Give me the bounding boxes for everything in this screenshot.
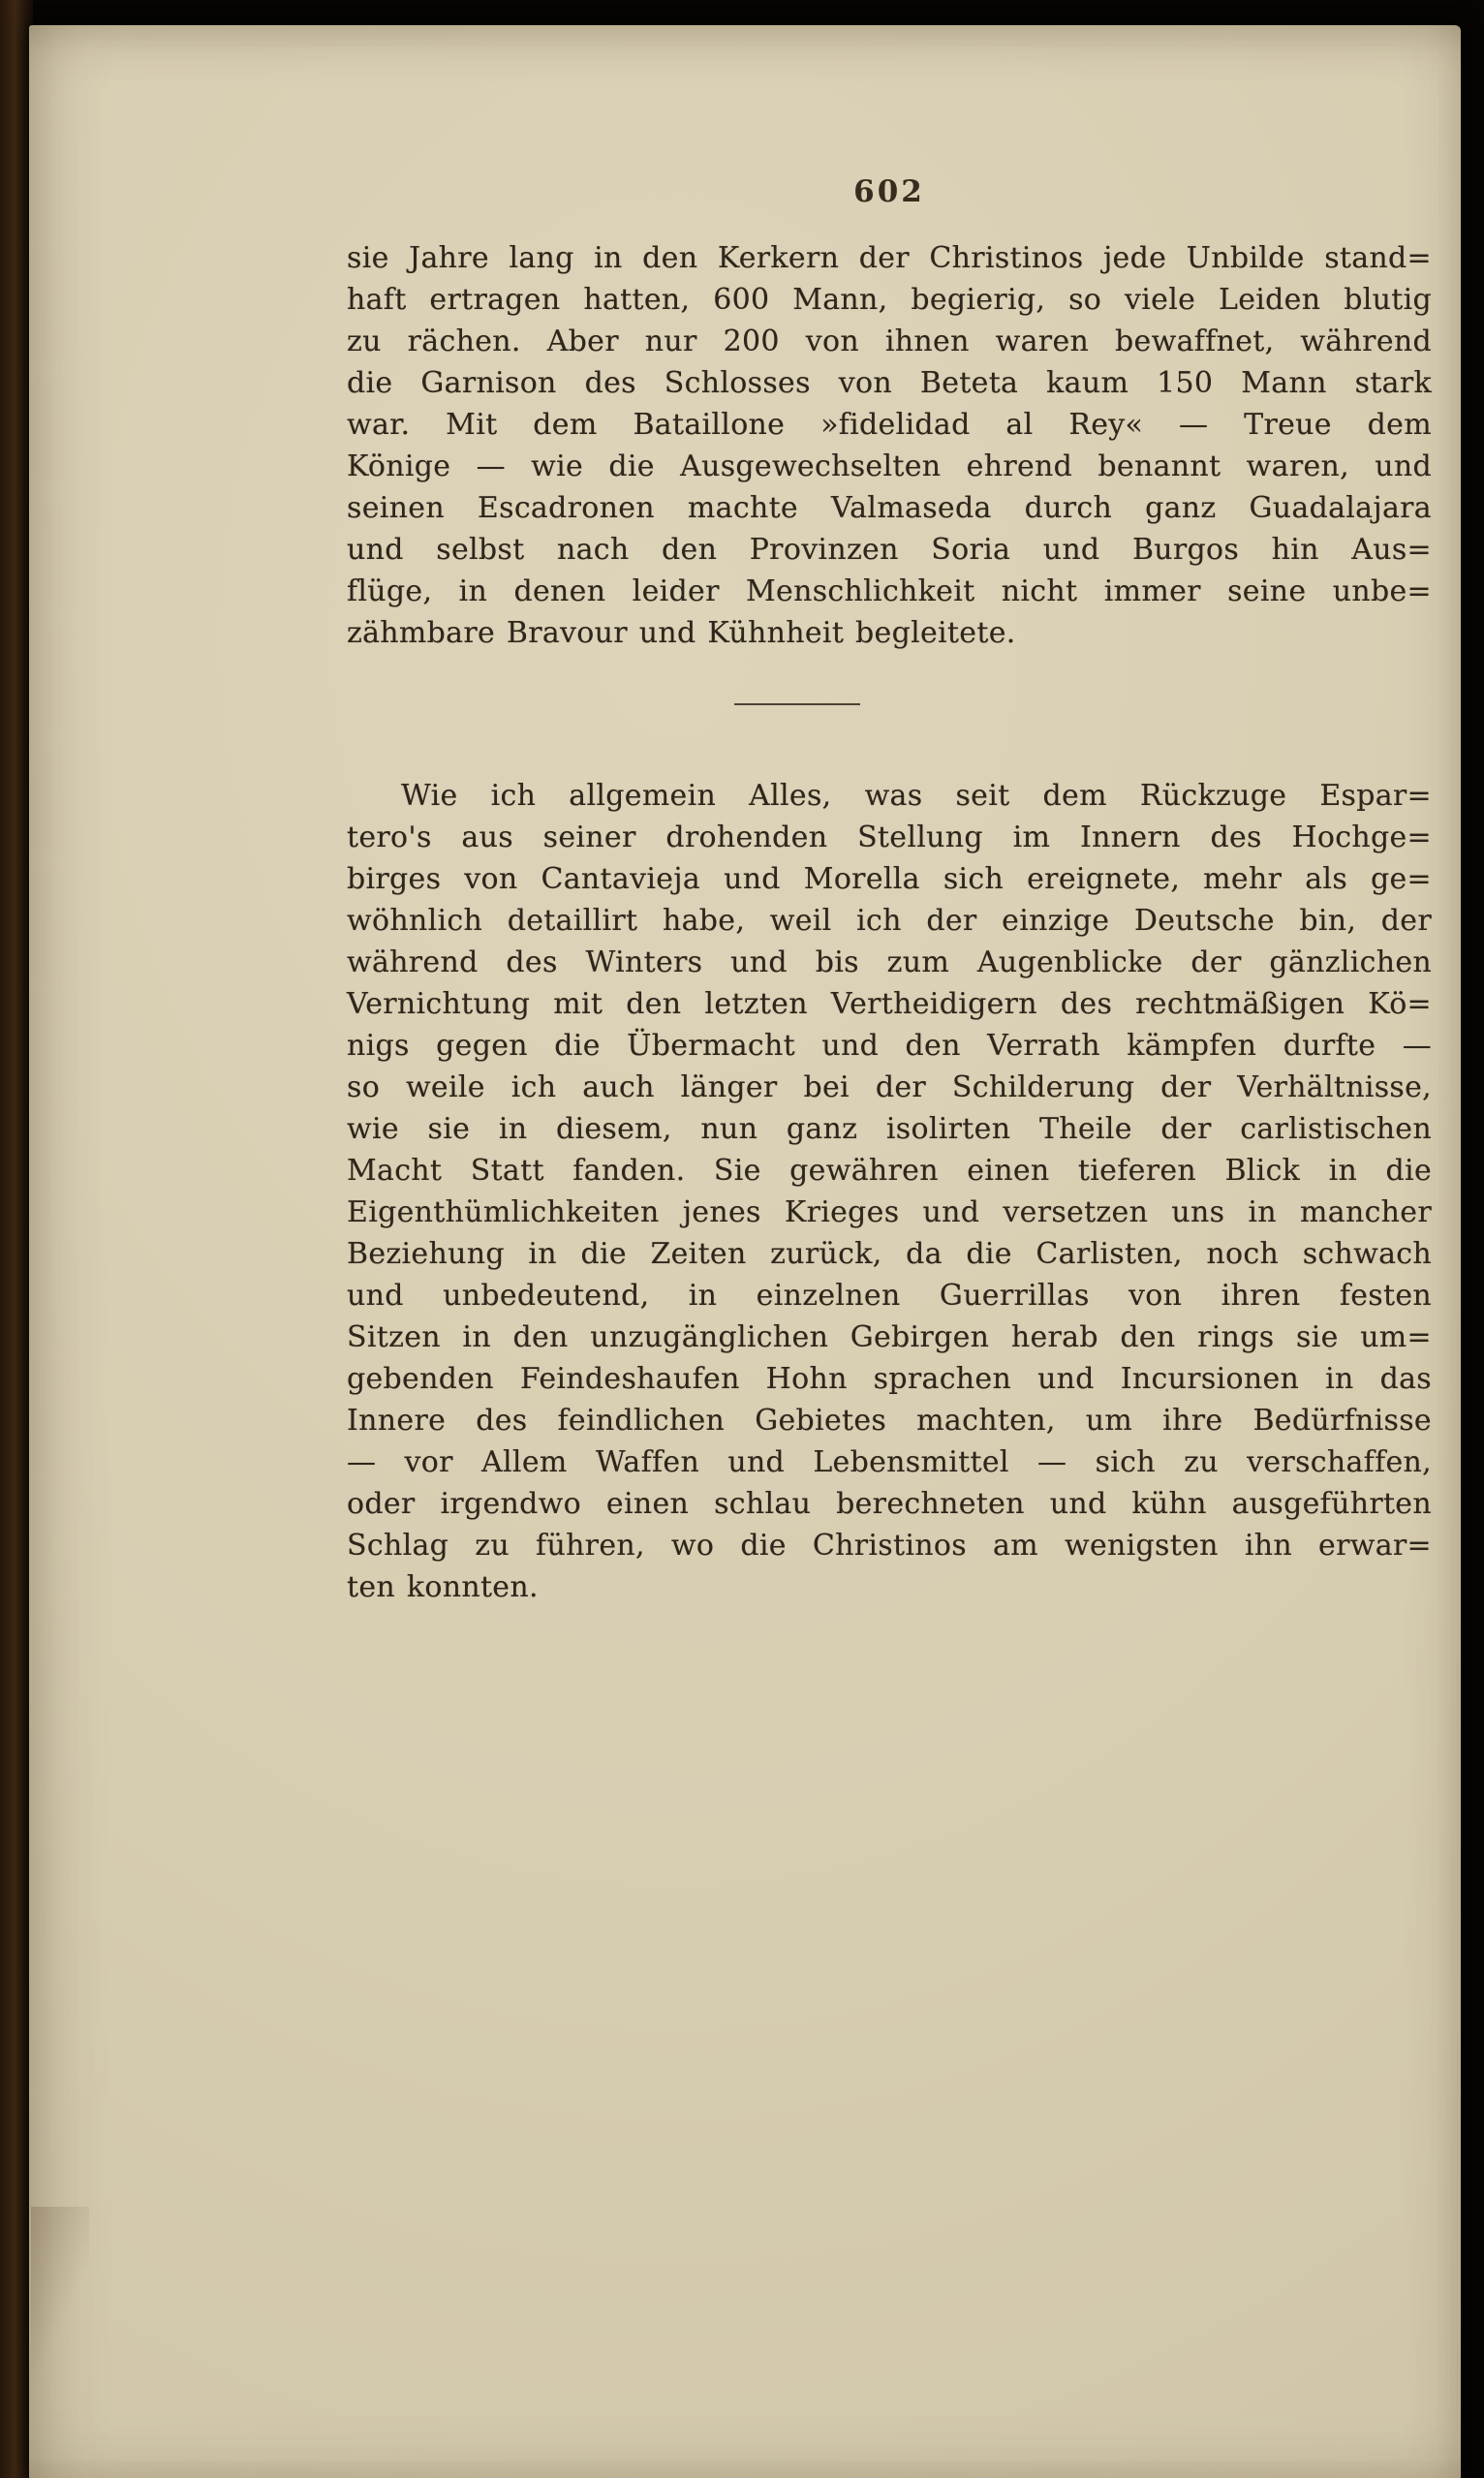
text-line: Eigenthümlichkeiten jenes Krieges und versetzen uns in mancher (347, 1195, 1432, 1229)
text-line: Innere des feindlichen Gebietes machten, um ihre Bedürfnisse (347, 1404, 1432, 1438)
text-line: zu rächen. Aber nur 200 von ihnen waren bewaffnet, während (347, 325, 1432, 358)
section-divider (734, 703, 860, 705)
text-line: gebenden Feindeshaufen Hohn sprachen und Incursionen in das (347, 1362, 1432, 1396)
text-line: Schlag zu führen, wo die Christinos am wenigsten ihn erwar= (347, 1529, 1432, 1563)
text-line: ten konnten. (347, 1570, 539, 1604)
text-line: Beziehung in die Zeiten zurück, da die Carlisten, noch schwach (347, 1237, 1432, 1271)
text-line: war. Mit dem Bataillone »fidelidad al Rey« — Treue dem (347, 408, 1432, 442)
paper-page (29, 25, 1461, 2478)
text-line: haft ertragen hatten, 600 Mann, begierig, so viele Leiden blutig (347, 283, 1432, 317)
text-line: Macht Statt fanden. Sie gewähren einen tieferen Blick in die (347, 1154, 1432, 1188)
text-line: Sitzen in den unzugänglichen Gebirgen herab den rings sie um= (347, 1320, 1432, 1354)
text-line: sie Jahre lang in den Kerkern der Christinos jede Unbilde stand= (347, 241, 1432, 275)
text-line: so weile ich auch länger bei der Schilderung der Verhältnisse, (347, 1070, 1432, 1104)
text-line: wöhnlich detaillirt habe, weil ich der einzige Deutsche bin, der (347, 904, 1432, 938)
text-line: birges von Cantavieja und Morella sich ereignete, mehr als ge= (347, 862, 1432, 896)
paragraph-second (347, 775, 1432, 1608)
text-line: und unbedeutend, in einzelnen Guerrillas von ihren festen (347, 1279, 1432, 1313)
text-line: während des Winters und bis zum Augenblicke der gänzlichen (347, 945, 1432, 979)
paragraph-first (347, 237, 1432, 654)
text-line: Vernichtung mit den letzten Vertheidigern des rechtmäßigen Kö= (347, 987, 1432, 1021)
page-number: 602 (853, 174, 925, 209)
text-line: flüge, in denen leider Menschlichkeit nicht immer seine unbe= (347, 574, 1432, 608)
text-line: wie sie in diesem, nun ganz isolirten Theile der carlistischen (347, 1112, 1432, 1146)
text-line: die Garnison des Schlosses von Beteta kaum 150 Mann stark (347, 366, 1432, 400)
book-spine-edge (0, 0, 33, 2478)
text-line: seinen Escadronen machte Valmaseda durch ganz Guadalajara (347, 491, 1432, 525)
paper-crease (31, 2207, 89, 2420)
text-line: oder irgendwo einen schlau berechneten und kühn ausgeführten (347, 1487, 1432, 1521)
text-line: tero's aus seiner drohenden Stellung im Innern des Hochge= (347, 821, 1432, 854)
text-line: zähmbare Bravour und Kühnheit begleitete. (347, 616, 1016, 650)
text-line: — vor Allem Waffen und Lebensmittel — sich zu verschaffen, (347, 1445, 1432, 1479)
text-line: Wie ich allgemein Alles, was seit dem Rückzuge Espar= (401, 779, 1432, 813)
text-line: nigs gegen die Übermacht und den Verrath kämpfen durfte — (347, 1029, 1432, 1063)
text-line: Könige — wie die Ausgewechselten ehrend benannt waren, und (347, 449, 1432, 483)
text-line: und selbst nach den Provinzen Soria und Burgos hin Aus= (347, 533, 1432, 567)
